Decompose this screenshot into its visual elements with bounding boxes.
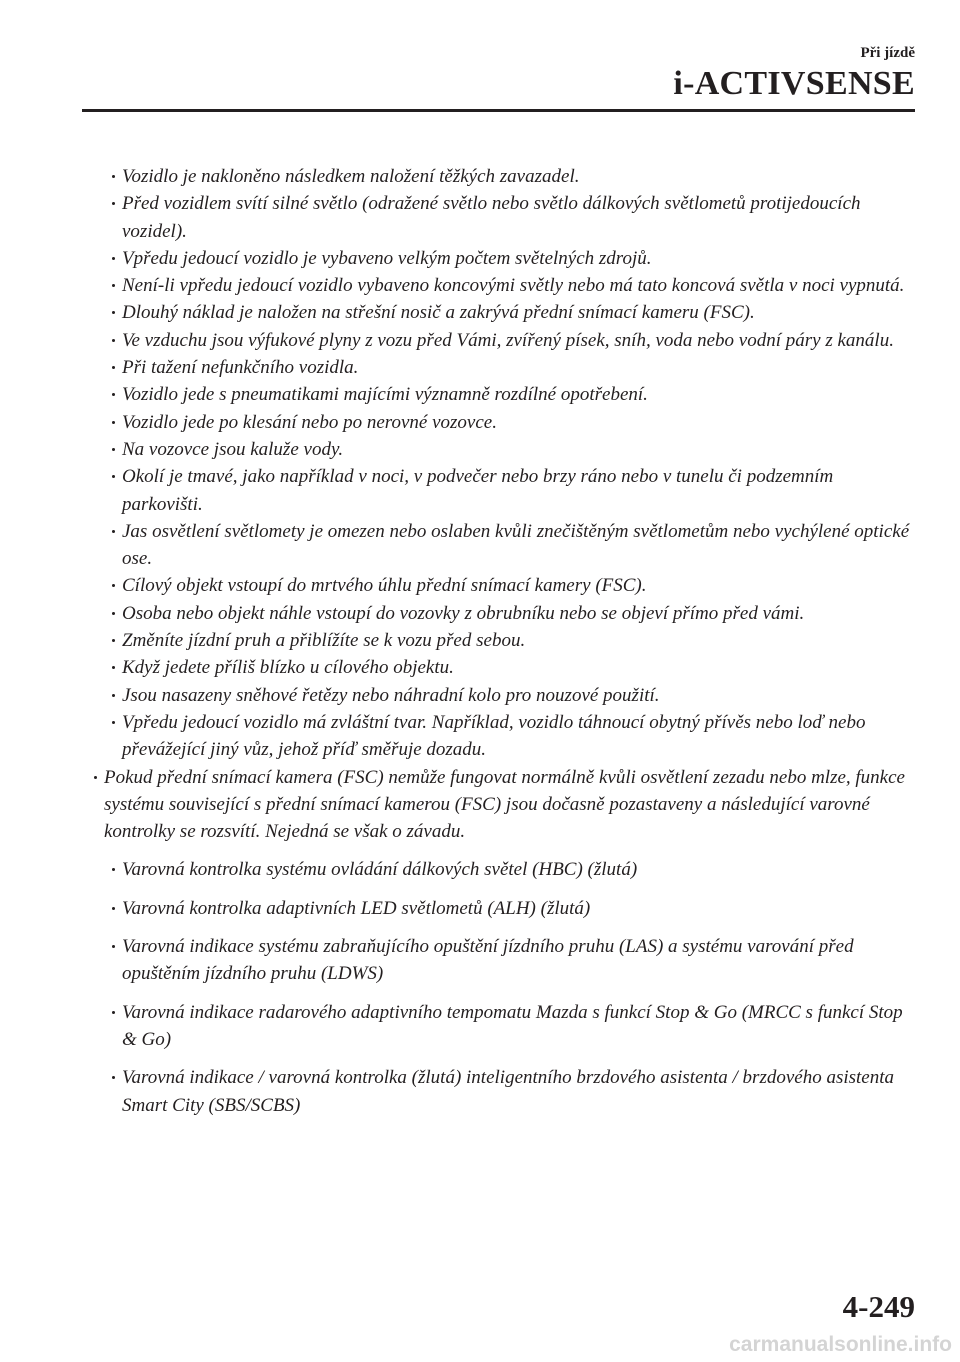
list-item: Pokud přední snímací kamera (FSC) nemůže fungovat normálně kvůli osvětlení zezadu nebo mlze, funkce systému související s přední snímací kamerou (FSC) jsou dočasně pozastaveny a následující varovné kontrolky se rozsvítí. Nejedná se však o závadu. bbox=[86, 764, 916, 846]
bullet-list bbox=[86, 163, 916, 1119]
list-item: Dlouhý náklad je naložen na střešní nosič a zakrývá přední snímací kameru (FSC). bbox=[86, 299, 916, 326]
list-item: Při tažení nefunkčního vozidla. bbox=[86, 354, 916, 381]
list-item: Ve vzduchu jsou výfukové plyny z vozu před Vámi, zvířený písek, sníh, voda nebo vodní páry z kanálu. bbox=[86, 327, 916, 354]
list-item: Vpředu jedoucí vozidlo je vybaveno velkým počtem světelných zdrojů. bbox=[86, 245, 916, 272]
watermark: carmanualsonline.info bbox=[729, 1333, 952, 1356]
list-item: Jsou nasazeny sněhové řetězy nebo náhradní kolo pro nouzové použití. bbox=[86, 682, 916, 709]
list-item: Jas osvětlení světlomety je omezen nebo oslaben kvůli znečištěným světlometům nebo vychýlené optické ose. bbox=[86, 518, 916, 573]
header-rule bbox=[82, 109, 915, 112]
list-item: Varovná kontrolka adaptivních LED světlometů (ALH) (žlutá) bbox=[86, 895, 916, 922]
list-item: Varovná indikace / varovná kontrolka (žlutá) inteligentního brzdového asistenta / brzdového asistenta Smart City (SBS/SCBS) bbox=[86, 1064, 916, 1119]
list-item: Varovná indikace radarového adaptivního tempomatu Mazda s funkcí Stop & Go (MRCC s funkcí Stop & Go) bbox=[86, 999, 916, 1054]
list-item: Varovná indikace systému zabraňujícího opuštění jízdního pruhu (LAS) a systému varování před opuštěním jízdního pruhu (LDWS) bbox=[86, 933, 916, 988]
list-item: Cílový objekt vstoupí do mrtvého úhlu přední snímací kamery (FSC). bbox=[86, 572, 916, 599]
chapter-title: i-ACTIVSENSE bbox=[673, 65, 915, 102]
list-item: Vozidlo jede s pneumatikami majícími významně rozdílné opotřebení. bbox=[86, 381, 916, 408]
list-item: Osoba nebo objekt náhle vstoupí do vozovky z obrubníku nebo se objeví přímo před vámi. bbox=[86, 600, 916, 627]
list-item: Vpředu jedoucí vozidlo má zvláštní tvar. Například, vozidlo táhnoucí obytný přívěs nebo loď nebo převážející jiný vůz, jehož příď směřuje dozadu. bbox=[86, 709, 916, 764]
list-item: Před vozidlem svítí silné světlo (odražené světlo nebo světlo dálkových světlometů protijedoucích vozidel). bbox=[86, 190, 916, 245]
list-item: Na vozovce jsou kaluže vody. bbox=[86, 436, 916, 463]
list-item: Varovná kontrolka systému ovládání dálkových světel (HBC) (žlutá) bbox=[86, 856, 916, 883]
list-item: Vozidlo je nakloněno následkem naložení těžkých zavazadel. bbox=[86, 163, 916, 190]
list-item: Změníte jízdní pruh a přiblížíte se k vozu před sebou. bbox=[86, 627, 916, 654]
list-item: Když jedete příliš blízko u cílového objektu. bbox=[86, 654, 916, 681]
page-header bbox=[673, 44, 915, 104]
list-item: Okolí je tmavé, jako například v noci, v podvečer nebo brzy ráno nebo v tunelu či podzemním parkovišti. bbox=[86, 463, 916, 518]
page-number: 4-249 bbox=[842, 1289, 915, 1324]
list-item: Není-li vpředu jedoucí vozidlo vybaveno koncovými světly nebo má tato koncová světla v noci vypnutá. bbox=[86, 272, 916, 299]
list-item: Vozidlo jede po klesání nebo po nerovné vozovce. bbox=[86, 409, 916, 436]
section-title: Při jízdě bbox=[860, 45, 915, 61]
